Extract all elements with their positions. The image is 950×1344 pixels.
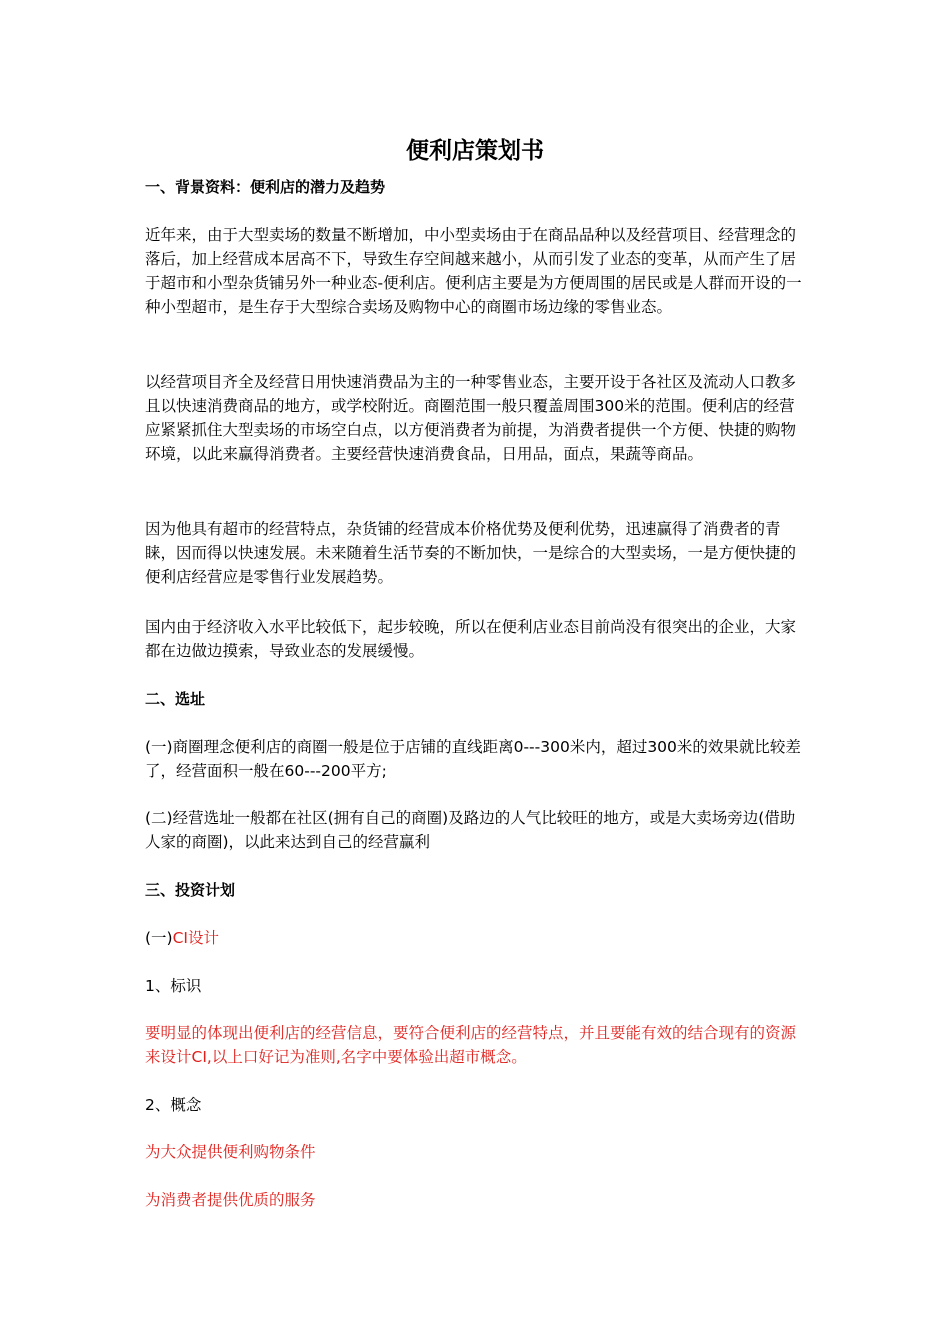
subsection-prefix: (一) <box>145 929 173 947</box>
subsection-ci-design <box>145 926 810 950</box>
section-heading-location: 二、选址 <box>145 690 206 708</box>
paragraph-location-1: (一)商圈理念便利店的商圈一般是位于店铺的直线距离0---300米内，超过300米的效果就比较差了，经营面积一般在60---200平方; <box>145 738 801 780</box>
section-heading-investment: 三、投资计划 <box>145 881 236 899</box>
item-logo: 1、标识 <box>145 977 202 995</box>
paragraph-background-1: 近年来，由于大型卖场的数量不断增加，中小型卖场由于在商品品种以及经营项目、经营理念的落后，加上经营成本居高不下，导致生存空间越来越小，从而引发了业态的变革，从而产生了居于超市和小型杂货铺另外一种业态-便利店。便利店主要是为方便周围的居民或是人群而开设的一种小型超市，是生存于大型综合卖场及购物中心的商圈市场边缘的零售业态。 <box>145 226 802 316</box>
section-heading-background: 一、背景资料：便利店的潜力及趋势 <box>145 178 386 196</box>
paragraph-location-2: (二)经营选址一般都在社区(拥有自己的商圈)及路边的人气比较旺的地方，或是大卖场旁边(借助人家的商圈)，以此来达到自己的经营赢利 <box>145 809 796 851</box>
paragraph-concept-2: 为消费者提供优质的服务 <box>145 1191 316 1209</box>
paragraph-logo: 要明显的体现出便利店的经营信息，要符合便利店的经营特点，并且要能有效的结合现有的资源来设计CI,以上口好记为准则,名字中要体验出超市概念。 <box>145 1024 797 1066</box>
paragraph-background-3: 因为他具有超市的经营特点，杂货铺的经营成本价格优势及便利优势，迅速赢得了消费者的青睐，因而得以快速发展。未来随着生活节奏的不断加快，一是综合的大型卖场，一是方便快捷的便利店经营应是零售行业发展趋势。 <box>145 520 797 586</box>
subsection-label: CI设计 <box>172 929 220 947</box>
paragraph-background-2: 以经营项目齐全及经营日用快速消费品为主的一种零售业态，主要开设于各社区及流动人口教多且以快速消费商品的地方，或学校附近。商圈范围一般只覆盖周围300米的范围。便利店的经营应紧紧抓住大型卖场的市场空白点，以方便消费者为前提，为消费者提供一个方便、快捷的购物环境，以此来赢得消费者。主要经营快速消费食品，日用品，面点，果蔬等商品。 <box>145 373 797 463</box>
document-title: 便利店策划书 <box>406 138 544 164</box>
paragraph-background-4: 国内由于经济收入水平比较低下，起步较晚，所以在便利店业态目前尚没有很突出的企业，大家都在边做边摸索，导致业态的发展缓慢。 <box>145 618 797 660</box>
paragraph-concept-1: 为大众提供便利购物条件 <box>145 1143 316 1161</box>
item-concept: 2、概念 <box>145 1096 202 1114</box>
